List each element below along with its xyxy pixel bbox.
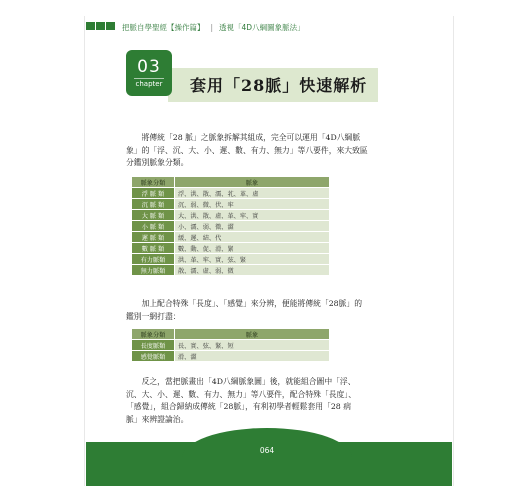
table-row: [132, 232, 330, 243]
pulse-cell: 滑、澀: [175, 351, 330, 362]
category-cell: 感覺脈類: [132, 351, 175, 362]
category-cell: 沉 脈 類: [132, 199, 175, 210]
pulse-cell: 大、洪、散、虛、革、牢、實: [175, 210, 330, 221]
header-separator: |: [210, 22, 214, 32]
paragraph-length-feeling: [126, 298, 376, 323]
pulse-classification-table: [131, 176, 330, 276]
table-header-cell: 脈象分類: [132, 177, 175, 188]
chapter-title: 套用「28脈」快速解析: [190, 76, 368, 95]
category-cell: 小 脈 類: [132, 221, 175, 232]
category-cell: 無力脈類: [132, 265, 175, 276]
category-cell: 有力脈類: [132, 254, 175, 265]
table-header-cell: 脈象: [175, 329, 330, 340]
pulse-cell: 緩、遲、結、代: [175, 232, 330, 243]
paragraph-line: 將傳統「28 脈」之脈象拆解其組成，完全可以運用「4D八綱脈: [126, 133, 361, 142]
running-header: [86, 20, 305, 34]
table-header-cell: 脈象分類: [132, 329, 175, 340]
paragraph-intro: [126, 132, 376, 170]
header-squares: [86, 22, 116, 32]
table-header-row: [132, 177, 330, 188]
pulse-cell: 浮、洪、散、濡、芤、革、虛: [175, 188, 330, 199]
table-row: [132, 265, 330, 276]
table-row: [132, 254, 330, 265]
paragraph-line: 「感覺」，組合歸納成傳統「28脈」，有利初學者輕鬆套用「28 病: [126, 402, 352, 411]
chapter-badge: [126, 50, 172, 96]
chapter-number: 03: [137, 57, 161, 77]
category-cell: 長度脈類: [132, 340, 175, 351]
category-cell: 數 脈 類: [132, 243, 175, 254]
paragraph-line: 象」的「浮、沉、大、小、遲、數、有力、無力」等八要件，來大致區: [126, 145, 368, 155]
paragraph-line: 沉、大、小、遲、數、有力、無力」等八要件，配合特殊「長度」、: [126, 389, 357, 399]
table-row: [132, 340, 330, 351]
category-cell: 遲 脈 類: [132, 232, 175, 243]
pulse-cell: 長、實、弦、緊、短: [175, 340, 330, 351]
category-cell: 浮 脈 類: [132, 188, 175, 199]
table-row: [132, 351, 330, 362]
table-row: [132, 188, 330, 199]
pulse-cell: 洪、革、牢、實、弦、緊: [175, 254, 330, 265]
paragraph-line: 分鑑別脈象分類。: [126, 158, 189, 167]
special-pulse-table: [131, 328, 330, 362]
table-row: [132, 221, 330, 232]
pulse-cell: 沉、弱、微、伏、牢: [175, 199, 330, 210]
table-row: [132, 210, 330, 221]
table-row: [132, 199, 330, 210]
table-header-row: [132, 329, 330, 340]
table-row: [132, 243, 330, 254]
header-section-title: 透視「4D八綱圖象脈法」: [219, 22, 305, 32]
category-cell: 大 脈 類: [132, 210, 175, 221]
paragraph-line: 鑑別一網打盡：: [126, 311, 181, 321]
paragraph-line: 加上配合特殊「長度」、「感覺」來分辨，便能將傳統「28脈」的: [126, 299, 363, 308]
paragraph-line: 反之，當把脈畫出「4D八綱脈象圖」後，就能組合圖中「浮、: [126, 377, 356, 386]
paragraph-line: 脈」來辨證論治。: [126, 414, 189, 424]
page-number: 064: [259, 446, 275, 455]
chapter-label: chapter: [135, 80, 163, 88]
header-series-title: 把脈自學聖經【操作篇】: [122, 22, 205, 32]
pulse-cell: 小、濡、弱、微、澀: [175, 221, 330, 232]
paragraph-conclusion: [126, 376, 376, 426]
pulse-cell: 散、濡、虛、弱、微: [175, 265, 330, 276]
pulse-cell: 數、動、促、滑、緊: [175, 243, 330, 254]
table-header-cell: 脈象: [175, 177, 330, 188]
